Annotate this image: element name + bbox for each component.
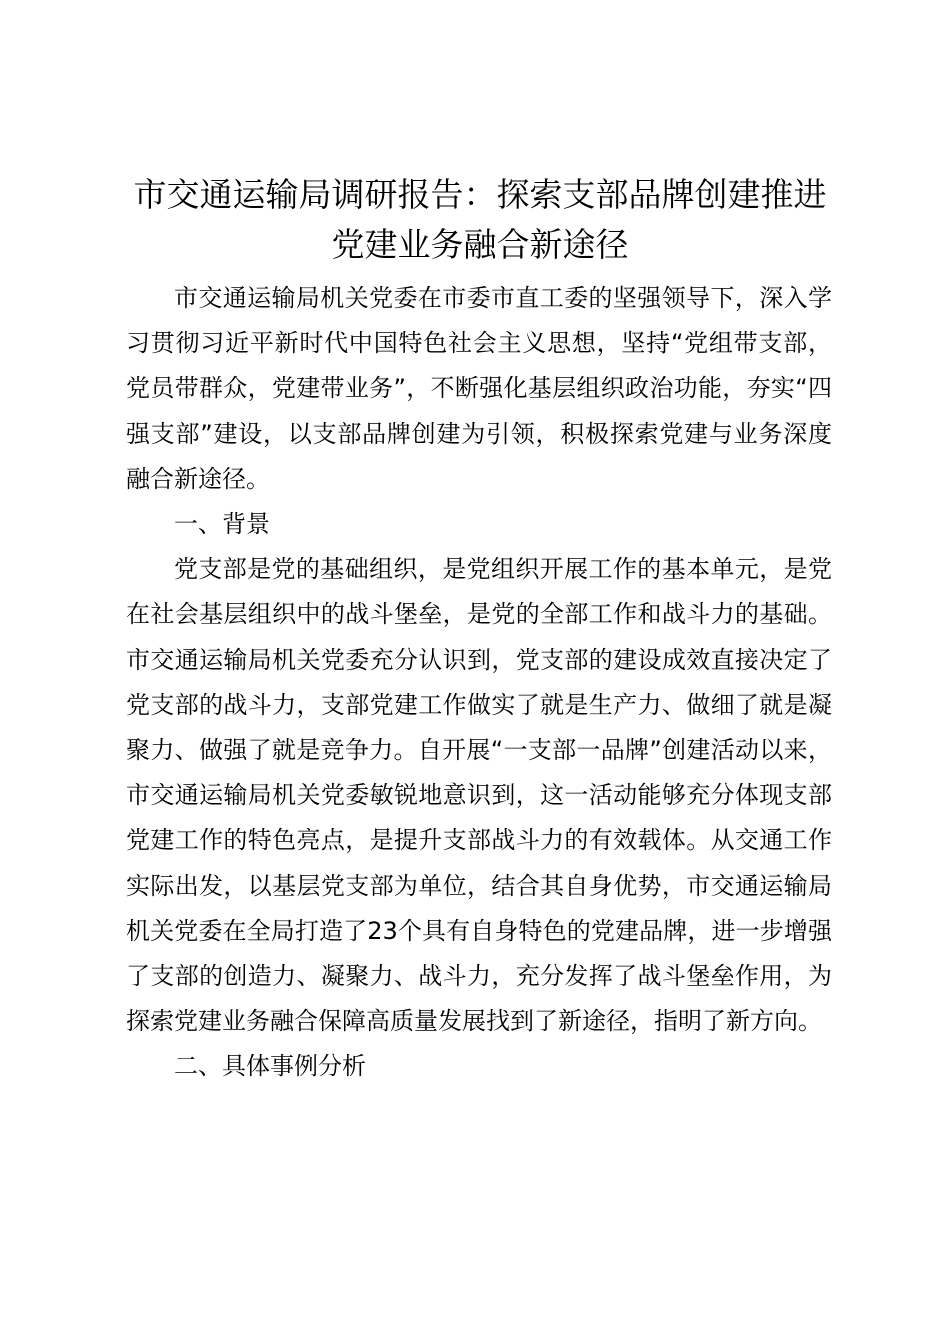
section-heading-background: 一、背景 (174, 510, 270, 539)
paragraph-intro: 市交通运输局机关党委在市委市直工委的坚强领导下，深入学习贯彻习近平新时代中国特色社会主义思想，坚持“党组带支部，党员带群众，党建带业务”，不断强化基层组织政治功能，夯实“四强支部”建设，以支部品牌创建为引领，积极探索党建与业务深度融合新途径。 (126, 284, 832, 493)
section-heading-case-analysis: 二、具体事例分析 (174, 1052, 366, 1081)
document-title: 市交通运输局调研报告：探索支部品牌创建推进党建业务融合新途径 (133, 175, 827, 264)
paragraph-background: 党支部是党的基础组织，是党组织开展工作的基本单元，是党在社会基层组织中的战斗堡垒，是党的全部工作和战斗力的基础。市交通运输局机关党委充分认识到，党支部的建设成效直接决定了党支部的战斗力，支部党建工作做实了就是生产力、做细了就是凝聚力、做强了就是竞争力。自开展“一支部一品牌”创建活动以来，市交通运输局机关党委敏锐地意识到，这一活动能够充分体现支部党建工作的特色亮点，是提升支部战斗力的有效载体。从交通工作实际出发，以基层党支部为单位，结合其自身优势，市交通运输局机关党委在全局打造了23个具有自身特色的党建品牌，进一步增强了支部的创造力、凝聚力、战斗力，充分发挥了战斗堡垒作用，为探索党建业务融合保障高质量发展找到了新途径，指明了新方向。 (126, 555, 832, 1036)
document-body (126, 276, 832, 1090)
